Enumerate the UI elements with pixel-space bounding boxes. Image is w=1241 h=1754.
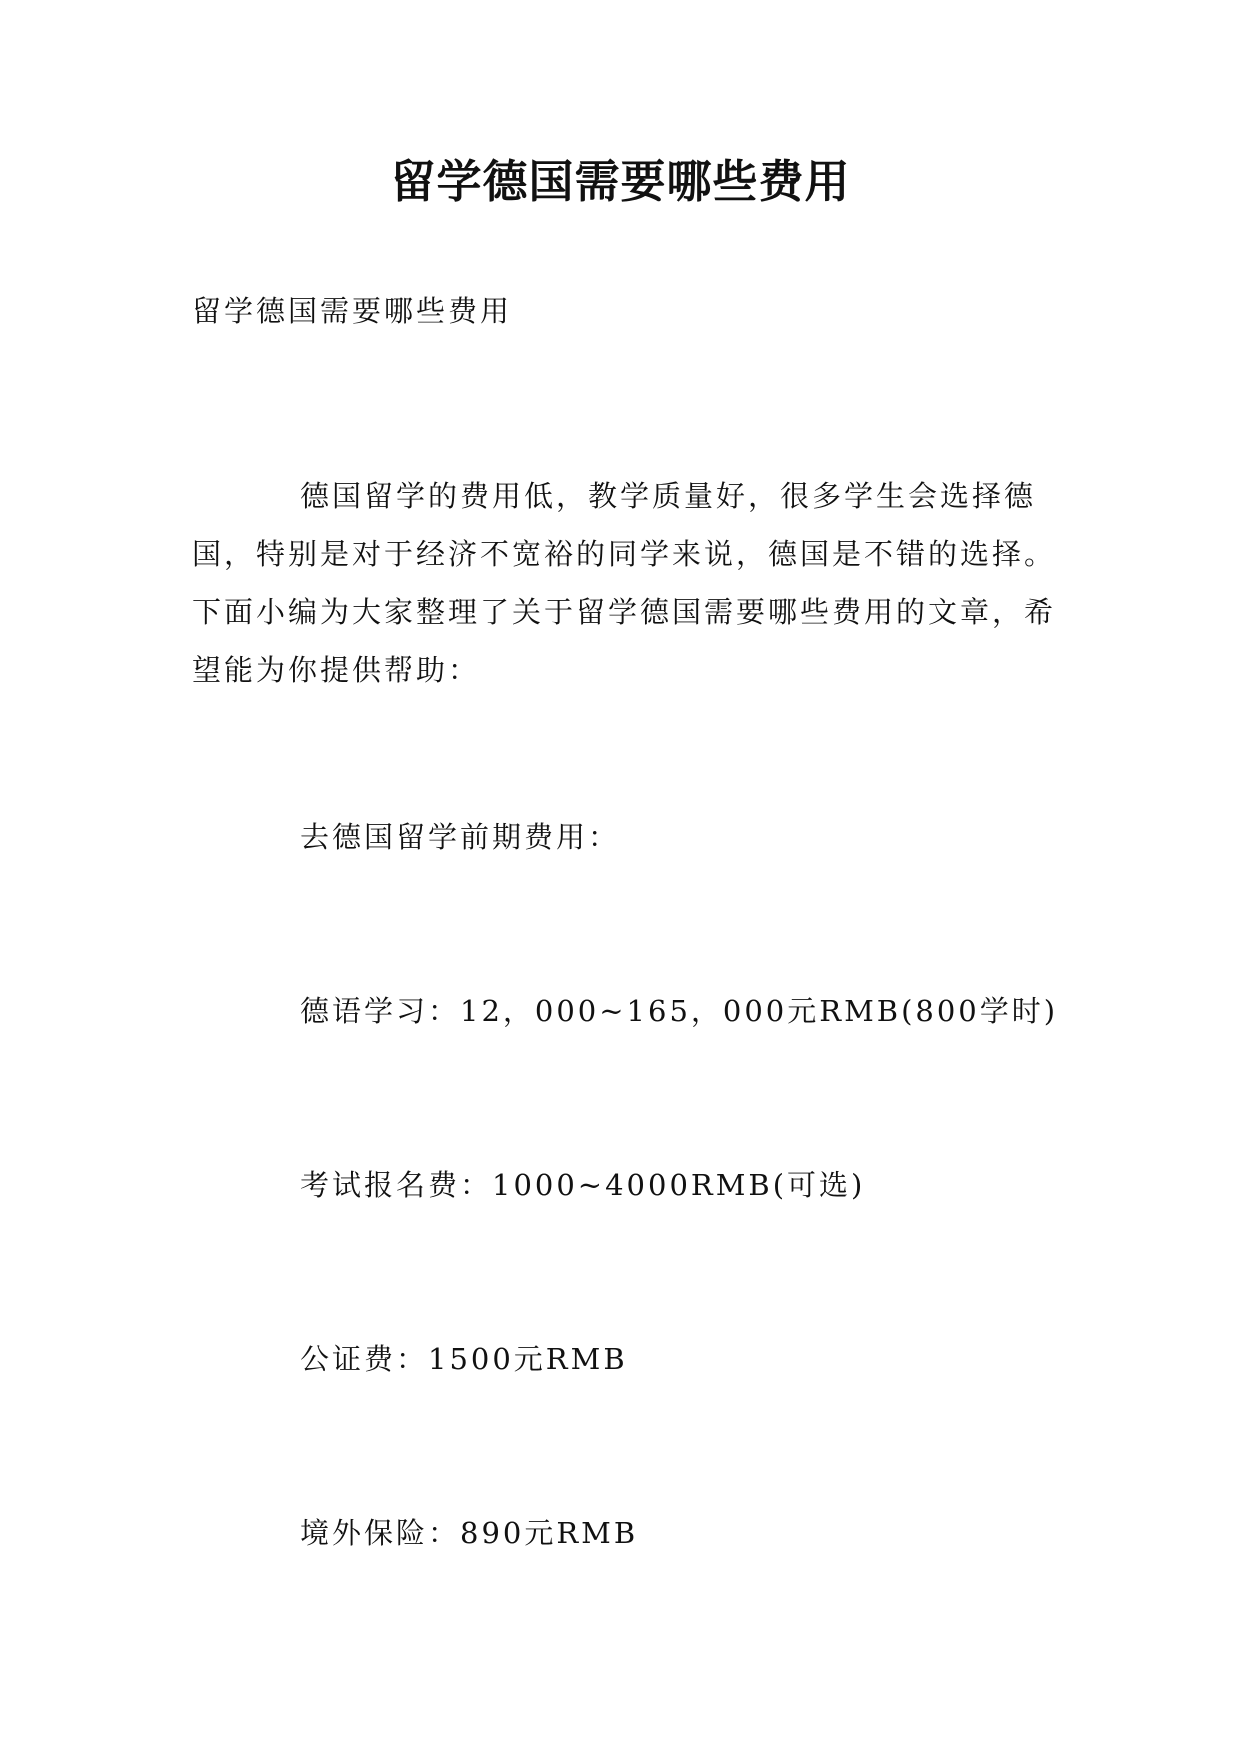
cost-item-notary-fee: 公证费：1500元RMB: [300, 1342, 628, 1376]
cost-item-insurance: 境外保险：890元RMB: [300, 1516, 639, 1550]
cost-item-german-study: 德语学习：12，000~165，000元RMB(800学时): [300, 994, 1059, 1028]
cost-item-exam-fee: 考试报名费：1000~4000RMB(可选): [300, 1168, 866, 1202]
document-subtitle: 留学德国需要哪些费用: [192, 294, 513, 328]
section-heading-pre-costs: 去德国留学前期费用：: [300, 820, 621, 854]
document-title: 留学德国需要哪些费用: [390, 155, 851, 208]
intro-paragraph: 德国留学的费用低，教学质量好，很多学生会选择德国，特别是对于经济不宽裕的同学来说，德国是不错的选择。下面小编为大家整理了关于留学德国需要哪些费用的文章，希望能为你提供帮助：: [192, 479, 1057, 687]
